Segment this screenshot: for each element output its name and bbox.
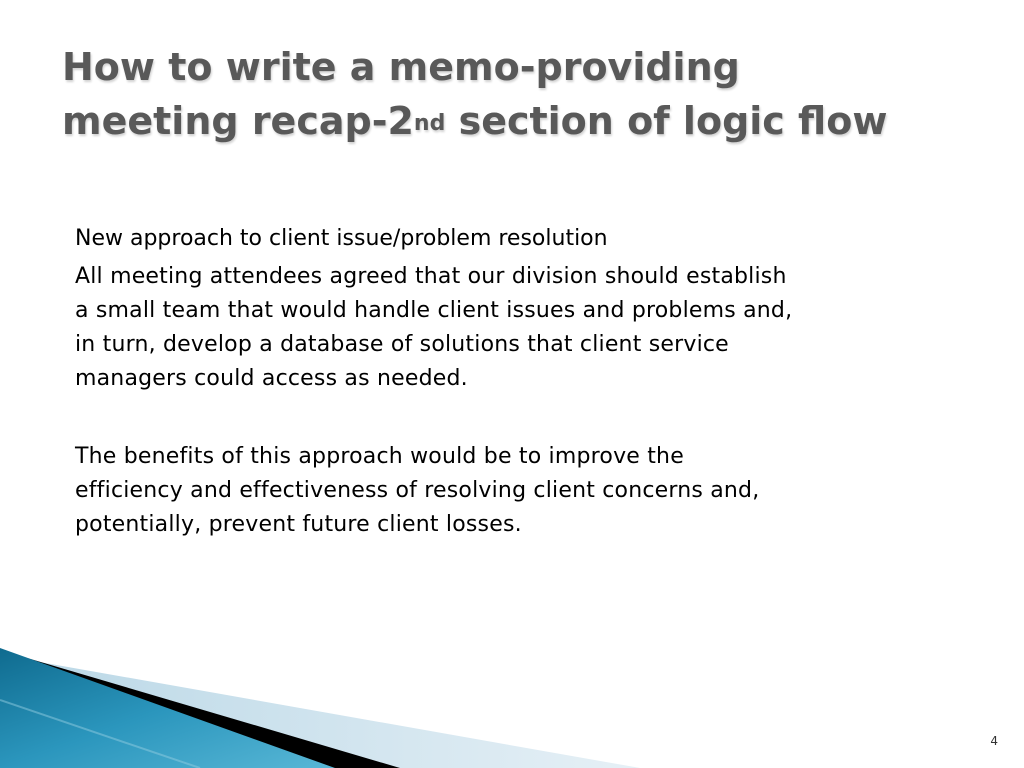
title-line-2-start: meeting recap-2 — [62, 99, 414, 143]
paragraph-gap — [75, 396, 975, 440]
slide-body — [75, 222, 975, 542]
title-line-2 — [62, 94, 982, 155]
swoosh-black-stripe — [0, 650, 400, 768]
paragraph-line: potentially, prevent future client losses. — [75, 512, 522, 537]
paragraph-line: managers could access as needed. — [75, 366, 468, 391]
paragraph-line: a small team that would handle client issues and problems and, — [75, 298, 793, 323]
swoosh-blue-band — [0, 648, 335, 768]
swoosh-light-band — [0, 655, 640, 768]
paragraph-benefits — [75, 440, 975, 542]
swoosh-highlight — [0, 700, 200, 768]
paragraph-attendees — [75, 260, 975, 396]
paragraph-line: in turn, develop a database of solutions that client service — [75, 332, 729, 357]
title-superscript: nd — [413, 111, 446, 136]
title-line-2-end: section of logic flow — [445, 99, 888, 143]
title-line-1: How to write a memo-providing — [62, 45, 740, 89]
page-number: 4 — [990, 734, 998, 748]
slide-title — [62, 40, 982, 155]
paragraph-line: The benefits of this approach would be to improve the — [75, 444, 684, 469]
section-heading: New approach to client issue/problem resolution — [75, 226, 608, 251]
paragraph-line: All meeting attendees agreed that our division should establish — [75, 264, 787, 289]
paragraph-line: efficiency and effectiveness of resolving client concerns and, — [75, 478, 760, 503]
